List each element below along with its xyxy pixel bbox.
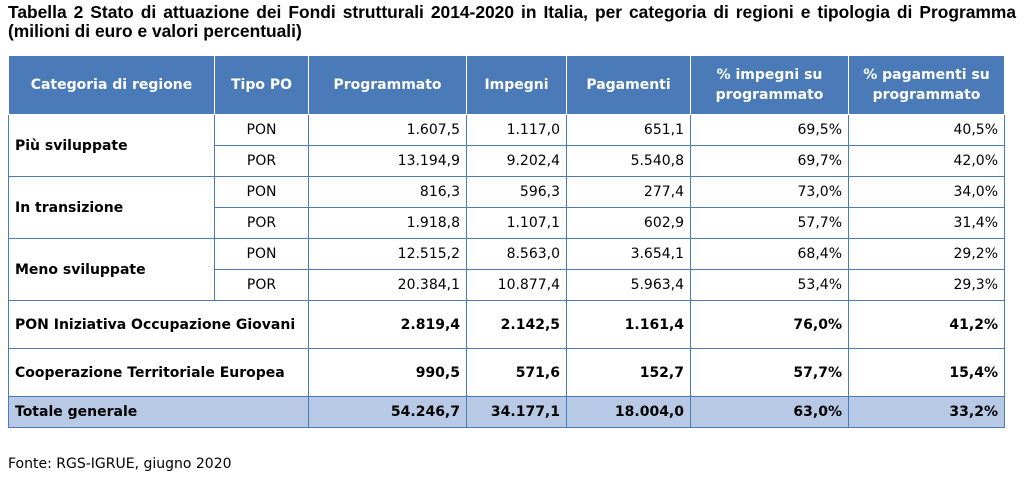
pct-pagamenti-cell: 34,0% xyxy=(849,177,1005,208)
pagamenti-cell: 18.004,0 xyxy=(567,397,691,428)
programmato-cell: 54.246,7 xyxy=(309,397,467,428)
tipo-cell: PON xyxy=(215,177,309,208)
impegni-cell: 8.563,0 xyxy=(467,239,567,270)
pagamenti-cell: 651,1 xyxy=(567,115,691,146)
pct-pagamenti-cell: 40,5% xyxy=(849,115,1005,146)
impegni-cell: 596,3 xyxy=(467,177,567,208)
pagamenti-cell: 1.161,4 xyxy=(567,301,691,349)
header-tipo: Tipo PO xyxy=(215,56,309,115)
table-caption: Tabella 2 Stato di attuazione dei Fondi strutturali 2014-2020 in Italia, per categoria di regioni e tipologia di Programma (milioni di euro e valori percentuali) xyxy=(8,2,1016,41)
pct-impegni-cell: 73,0% xyxy=(691,177,849,208)
pct-pagamenti-cell: 29,3% xyxy=(849,270,1005,301)
impegni-cell: 1.107,1 xyxy=(467,208,567,239)
pct-impegni-cell: 63,0% xyxy=(691,397,849,428)
header-pagamenti: Pagamenti xyxy=(567,56,691,115)
category-cell: Più sviluppate xyxy=(9,115,215,177)
tipo-cell: POR xyxy=(215,146,309,177)
impegni-cell: 2.142,5 xyxy=(467,301,567,349)
table-row xyxy=(9,177,1005,208)
table-row xyxy=(9,349,1005,397)
table-row xyxy=(9,301,1005,349)
pagamenti-cell: 5.963,4 xyxy=(567,270,691,301)
header-pct-pagamenti: % pagamenti su programmato xyxy=(849,56,1005,115)
pct-impegni-cell: 53,4% xyxy=(691,270,849,301)
total-row xyxy=(9,397,1005,428)
source-note: Fonte: RGS-IGRUE, giugno 2020 xyxy=(8,456,232,472)
pagamenti-cell: 3.654,1 xyxy=(567,239,691,270)
impegni-cell: 571,6 xyxy=(467,349,567,397)
pct-impegni-cell: 57,7% xyxy=(691,349,849,397)
pct-pagamenti-cell: 29,2% xyxy=(849,239,1005,270)
pct-impegni-cell: 69,7% xyxy=(691,146,849,177)
header-impegni: Impegni xyxy=(467,56,567,115)
tipo-cell: POR xyxy=(215,208,309,239)
category-cell: In transizione xyxy=(9,177,215,239)
pct-impegni-cell: 69,5% xyxy=(691,115,849,146)
pct-pagamenti-cell: 15,4% xyxy=(849,349,1005,397)
programmato-cell: 1.607,5 xyxy=(309,115,467,146)
impegni-cell: 10.877,4 xyxy=(467,270,567,301)
pct-pagamenti-cell: 41,2% xyxy=(849,301,1005,349)
pagamenti-cell: 602,9 xyxy=(567,208,691,239)
pagamenti-cell: 152,7 xyxy=(567,349,691,397)
tipo-cell: PON xyxy=(215,239,309,270)
programmato-cell: 990,5 xyxy=(309,349,467,397)
data-table xyxy=(8,55,1005,428)
table-row xyxy=(9,115,1005,146)
header-programmato: Programmato xyxy=(309,56,467,115)
programmato-cell: 2.819,4 xyxy=(309,301,467,349)
table-row xyxy=(9,239,1005,270)
total-label: Totale generale xyxy=(9,397,309,428)
special-row-label: PON Iniziativa Occupazione Giovani xyxy=(9,301,309,349)
pct-impegni-cell: 76,0% xyxy=(691,301,849,349)
header-row xyxy=(9,56,1005,115)
category-cell: Meno sviluppate xyxy=(9,239,215,301)
programmato-cell: 13.194,9 xyxy=(309,146,467,177)
programmato-cell: 816,3 xyxy=(309,177,467,208)
pct-pagamenti-cell: 33,2% xyxy=(849,397,1005,428)
tipo-cell: POR xyxy=(215,270,309,301)
programmato-cell: 12.515,2 xyxy=(309,239,467,270)
programmato-cell: 1.918,8 xyxy=(309,208,467,239)
impegni-cell: 9.202,4 xyxy=(467,146,567,177)
pct-pagamenti-cell: 31,4% xyxy=(849,208,1005,239)
pct-pagamenti-cell: 42,0% xyxy=(849,146,1005,177)
header-categoria: Categoria di regione xyxy=(9,56,215,115)
header-pct-impegni: % impegni su programmato xyxy=(691,56,849,115)
pagamenti-cell: 5.540,8 xyxy=(567,146,691,177)
special-row-label: Cooperazione Territoriale Europea xyxy=(9,349,309,397)
pagamenti-cell: 277,4 xyxy=(567,177,691,208)
impegni-cell: 34.177,1 xyxy=(467,397,567,428)
pct-impegni-cell: 68,4% xyxy=(691,239,849,270)
tipo-cell: PON xyxy=(215,115,309,146)
programmato-cell: 20.384,1 xyxy=(309,270,467,301)
pct-impegni-cell: 57,7% xyxy=(691,208,849,239)
impegni-cell: 1.117,0 xyxy=(467,115,567,146)
